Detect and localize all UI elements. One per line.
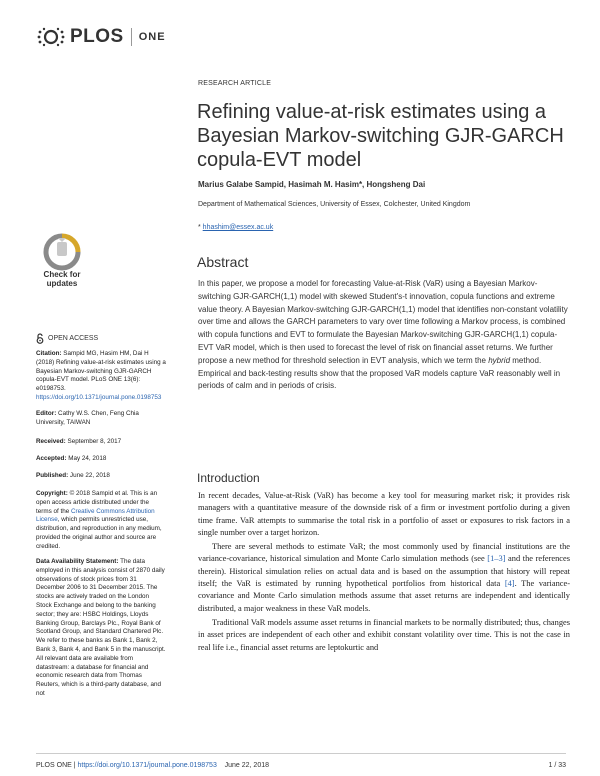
copyright-text-b: , which permits unrestricted use, distribution, and reproduction in any medium, provided the original author and source are credited. [36, 516, 162, 550]
accepted-label: Accepted: [36, 455, 67, 462]
data-availability-label: Data Availability Statement: [36, 558, 119, 565]
journal-sub: ONE [138, 31, 166, 43]
footer-journal: PLOS ONE | [36, 762, 78, 769]
editor-label: Editor: [36, 410, 57, 417]
published-block [36, 472, 166, 481]
editor-text: Cathy W.S. Chen, Feng Chia University, TAIWAN [36, 410, 139, 426]
email-marker: * [198, 224, 203, 231]
received-text: September 8, 2017 [65, 438, 122, 445]
published-label: Published: [36, 472, 69, 479]
open-access-label [36, 333, 98, 344]
intro-paragraph-2 [198, 541, 570, 615]
page-footer [36, 762, 269, 769]
email-link[interactable]: hhashim@essex.ac.uk [202, 224, 274, 231]
footer-date: June 22, 2018 [224, 762, 269, 769]
plos-logo-icon [36, 26, 66, 48]
badge-line-1: Check for [43, 270, 81, 279]
badge-line-2: updates [46, 279, 78, 288]
article-title: Refining value-at-risk estimates using a Bayesian Markov-switching GJR-GARCH copula-EVT model [197, 101, 564, 171]
article-category: RESEARCH ARTICLE [198, 80, 272, 87]
plos-one-logo[interactable] [36, 26, 166, 48]
logo-divider [131, 28, 132, 46]
received-label: Received: [36, 438, 66, 445]
author-list: Marius Galabe Sampid, Hasimah M. Hasim*, Hongsheng Dai [198, 180, 426, 189]
footer-divider [36, 753, 566, 754]
copyright-block [36, 490, 166, 552]
accepted-text: May 24, 2018 [66, 455, 107, 462]
intro-p2-part-a: There are several methods to estimate VaR; the most commonly used by financial institutions are the variance-covariance, historical simulation and Monte Carlo simulation methods (see [198, 542, 570, 564]
intro-p2-part-c: . The variance-covariance and Monte Carlo simulation methods assume that asset returns are independent and identically distributed, a major weakness in these VaR models. [198, 579, 570, 613]
abstract-hybrid-term: hybrid [488, 355, 511, 365]
citation-label: Citation: [36, 350, 62, 357]
check-updates-icon [46, 236, 78, 268]
published-text: June 22, 2018 [68, 472, 110, 479]
citation-text: Sampid MG, Hasim HM, Dai H (2018) Refining value-at-risk estimates using a Bayesian Markov-switching GJR-GARCH copula-EVT model. PLoS ONE 13(6): e0198753. [36, 350, 166, 393]
citation-doi-link[interactable]: https://doi.org/10.1371/journal.pone.0198753 [36, 393, 162, 401]
abstract-text [198, 278, 570, 393]
check-for-updates-badge[interactable] [36, 232, 88, 290]
copyright-label: Copyright: [36, 490, 68, 497]
corresponding-email [198, 224, 273, 231]
editor-block [36, 410, 166, 428]
abstract-part-2: method. Empirical and back-testing results show that the proposed VaR models capture VaR reasonably well in periods of calm and in periods of crisis. [198, 355, 561, 391]
intro-paragraph-1: In recent decades, Value-at-Risk (VaR) has become a key tool for measuring market risk; it provides risk managers with a quantitative measure of the downside risk of a firm or investment portfolio during a given time frame. VaR attempts to summarise the total risk in a portfolio of asset or exposures to risk factors in a single number over a target horizon. [198, 491, 570, 537]
intro-paragraph-3: Traditional VaR models assume asset returns in financial markets to be normally distributed; thus, changes in asset prices are independent of each other and exhibit constant volatility over time. This is not the case in real life i.e., financial asset returns are leptokurtic and [198, 617, 570, 652]
open-access-lock-icon [36, 333, 44, 344]
copyright-text-a: © 2018 Sampid et al. This is an open access article distributed under the terms of the [36, 490, 158, 515]
affiliation: Department of Mathematical Sciences, University of Essex, Colchester, United Kingdom [198, 201, 471, 208]
abstract-heading: Abstract [197, 254, 249, 270]
citation-block [36, 350, 166, 403]
footer-doi-link[interactable]: https://doi.org/10.1371/journal.pone.0198753 [77, 762, 217, 769]
citation-link-1-3[interactable]: [1–3] [487, 554, 506, 564]
accepted-block [36, 455, 166, 464]
citation-link-4[interactable]: [4] [504, 579, 515, 589]
introduction-body [198, 490, 570, 654]
data-availability-text: The data employed in this analysis consist of 2870 daily observations of stock prices from 31 December 2006 to 31 December 2015. The stocks are actively traded on the London Stock Exchange and belong to the banking sector; they are: HSBC Holdings, Lloyds Banking Group, Barclays Plc., Royal Bank of Scotland Group, and Standard Chartered Plc. We refer to these banks as Bank 1, Bank 2, Bank 3, Bank 4, and Bank 5 in the manuscript. All relevant data are available from datastream: a database for financial and economic research data from Thomas Reuters, which is a third-party database, and not [36, 558, 166, 697]
open-access-text: OPEN ACCESS [48, 335, 99, 342]
license-link[interactable]: Creative Commons Attribution License [36, 507, 155, 524]
introduction-heading: Introduction [197, 471, 260, 485]
abstract-part-1: In this paper, we propose a model for forecasting Value-at-Risk (VaR) using a Bayesian Markov-switching GJR-GARCH(1,1) model with skewed Student's-t innovation, copula functions and extreme value theory. A Bayesian Markov-switching GJR-GARCH(1,1) model that identifies non-constant volatility over time and allows the GARCH parameters to vary over time following a Markov process, is combined with copula functions and EVT to formulate the Bayesian Markov-switching GJR-GARCH(1,1) copula-EVT VaR model, which is then used to forecast the level of risk on financial asset returns. We further propose a new method for threshold selection in EVT analysis, which we term the [198, 279, 568, 365]
intro-p2-part-b: and the references therein). Historical simulation relies on actual data and is based on the assumption that history will repeat itself; the VaR is estimated by running hypothetical portfolios from historical data [198, 554, 570, 589]
page-number: 1 / 33 [548, 762, 566, 769]
received-block [36, 438, 166, 447]
plos-brand: PLOS [70, 26, 124, 47]
data-availability-block [36, 558, 166, 699]
